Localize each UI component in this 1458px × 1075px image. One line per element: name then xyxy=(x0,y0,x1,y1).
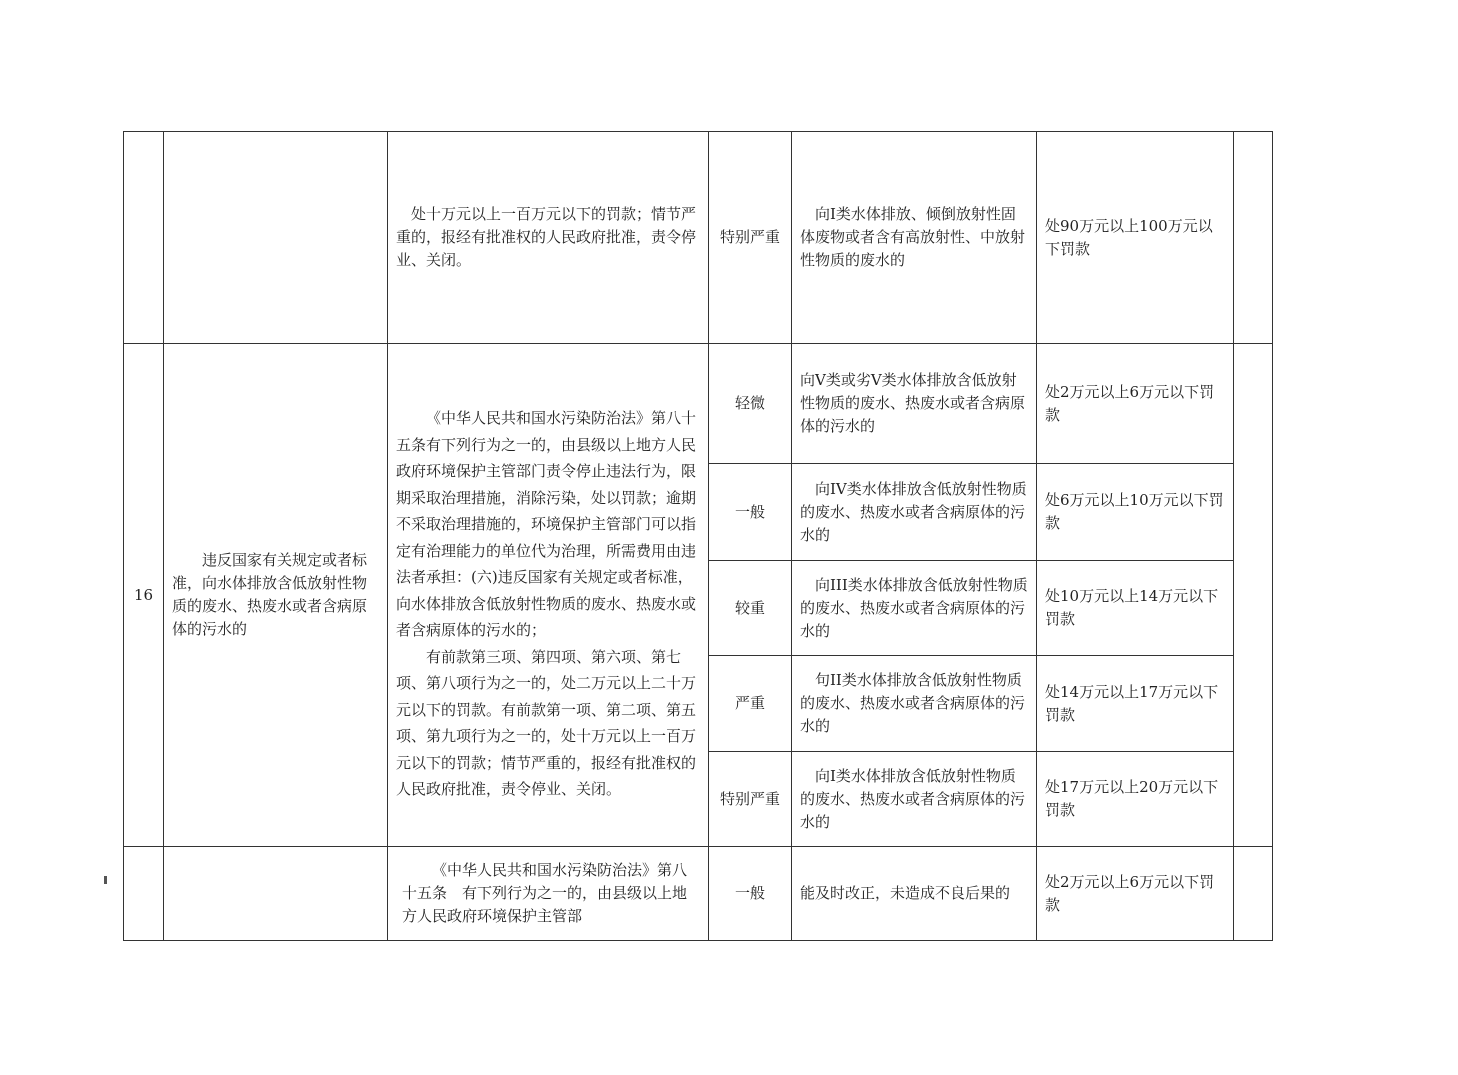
circumstance-cell: 句II类水体排放含低放射性物质的废水、热废水或者含病原体的污水的 xyxy=(792,656,1037,752)
penalty-cell: 处6万元以上10万元以下罚款 xyxy=(1037,464,1234,561)
basis-cell xyxy=(388,344,709,847)
circumstance-cell: 向IV类水体排放含低放射性物质的废水、热废水或者含病原体的污水的 xyxy=(792,464,1037,561)
remarks-cell xyxy=(1234,132,1273,344)
level-cell: 较重 xyxy=(709,561,792,656)
table-row xyxy=(124,132,1273,344)
violation-cell: 违反国家有关规定或者标准，向水体排放含低放射性物质的废水、热废水或者含病原体的污水的 xyxy=(164,344,388,847)
level-cell: 一般 xyxy=(709,847,792,941)
penalty-cell: 处2万元以上6万元以下罚款 xyxy=(1037,847,1234,941)
level-cell: 特别严重 xyxy=(709,752,792,847)
circumstance-cell: 能及时改正，未造成不良后果的 xyxy=(792,847,1037,941)
violation-cell xyxy=(164,132,388,344)
remarks-cell xyxy=(1234,847,1273,941)
circumstance-cell: 向I类水体排放含低放射性物质的废水、热废水或者含病原体的污水的 xyxy=(792,752,1037,847)
penalty-cell: 处10万元以上14万元以下罚款 xyxy=(1037,561,1234,656)
violation-cell xyxy=(164,847,388,941)
basis-paragraph: 有前款第三项、第四项、第六项、第七项、第八项行为之一的，处二万元以上二十万元以下的罚款。有前款第一项、第二项、第五项、第九项行为之一的，处十万元以上一百万元以下的罚款；情节严重的，报经有批准权的人民政府批准，责令停业、关闭。 xyxy=(396,647,697,799)
penalty-cell: 处2万元以上6万元以下罚款 xyxy=(1037,344,1234,464)
penalty-cell: 处14万元以上17万元以下罚款 xyxy=(1037,656,1234,752)
basis-paragraph: 《中华人民共和国水污染防治法》第八十五条有下列行为之一的，由县级以上地方人民政府环境保护主管部门责令停止违法行为，限期采取治理措施，消除污染，处以罚款；逾期不采取治理措施的，环境保护主管部门可以指定有治理能力的单位代为治理，所需费用由违法者承担：(六)违反国家有关规定或者标准，向水体排放含低放射性物质的废水、热废水或者含病原体的污水的； xyxy=(396,409,697,640)
level-cell: 严重 xyxy=(709,656,792,752)
table-row xyxy=(124,344,1273,464)
number-cell xyxy=(124,847,164,941)
penalty-table xyxy=(123,131,1273,941)
basis-cell: 《中华人民共和国水污染防治法》第八十五条 有下列行为之一的，由县级以上地方人民政府环境保护主管部 xyxy=(388,847,709,941)
margin-mark xyxy=(104,876,107,884)
basis-cell: 处十万元以上一百万元以下的罚款；情节严重的，报经有批准权的人民政府批准，责令停业、关闭。 xyxy=(388,132,709,344)
remarks-cell xyxy=(1234,344,1273,847)
level-cell: 特别严重 xyxy=(709,132,792,344)
table-row xyxy=(124,847,1273,941)
level-cell: 轻微 xyxy=(709,344,792,464)
circumstance-cell: 向III类水体排放含低放射性物质的废水、热废水或者含病原体的污水的 xyxy=(792,561,1037,656)
row-number: 16 xyxy=(124,344,164,847)
penalty-cell: 处17万元以上20万元以下罚款 xyxy=(1037,752,1234,847)
level-cell: 一般 xyxy=(709,464,792,561)
penalty-cell: 处90万元以上100万元以下罚款 xyxy=(1037,132,1234,344)
circumstance-cell: 向I类水体排放、倾倒放射性固体废物或者含有高放射性、中放射性物质的废水的 xyxy=(792,132,1037,344)
circumstance-cell: 向V类或劣V类水体排放含低放射性物质的废水、热废水或者含病原体的污水的 xyxy=(792,344,1037,464)
number-cell xyxy=(124,132,164,344)
